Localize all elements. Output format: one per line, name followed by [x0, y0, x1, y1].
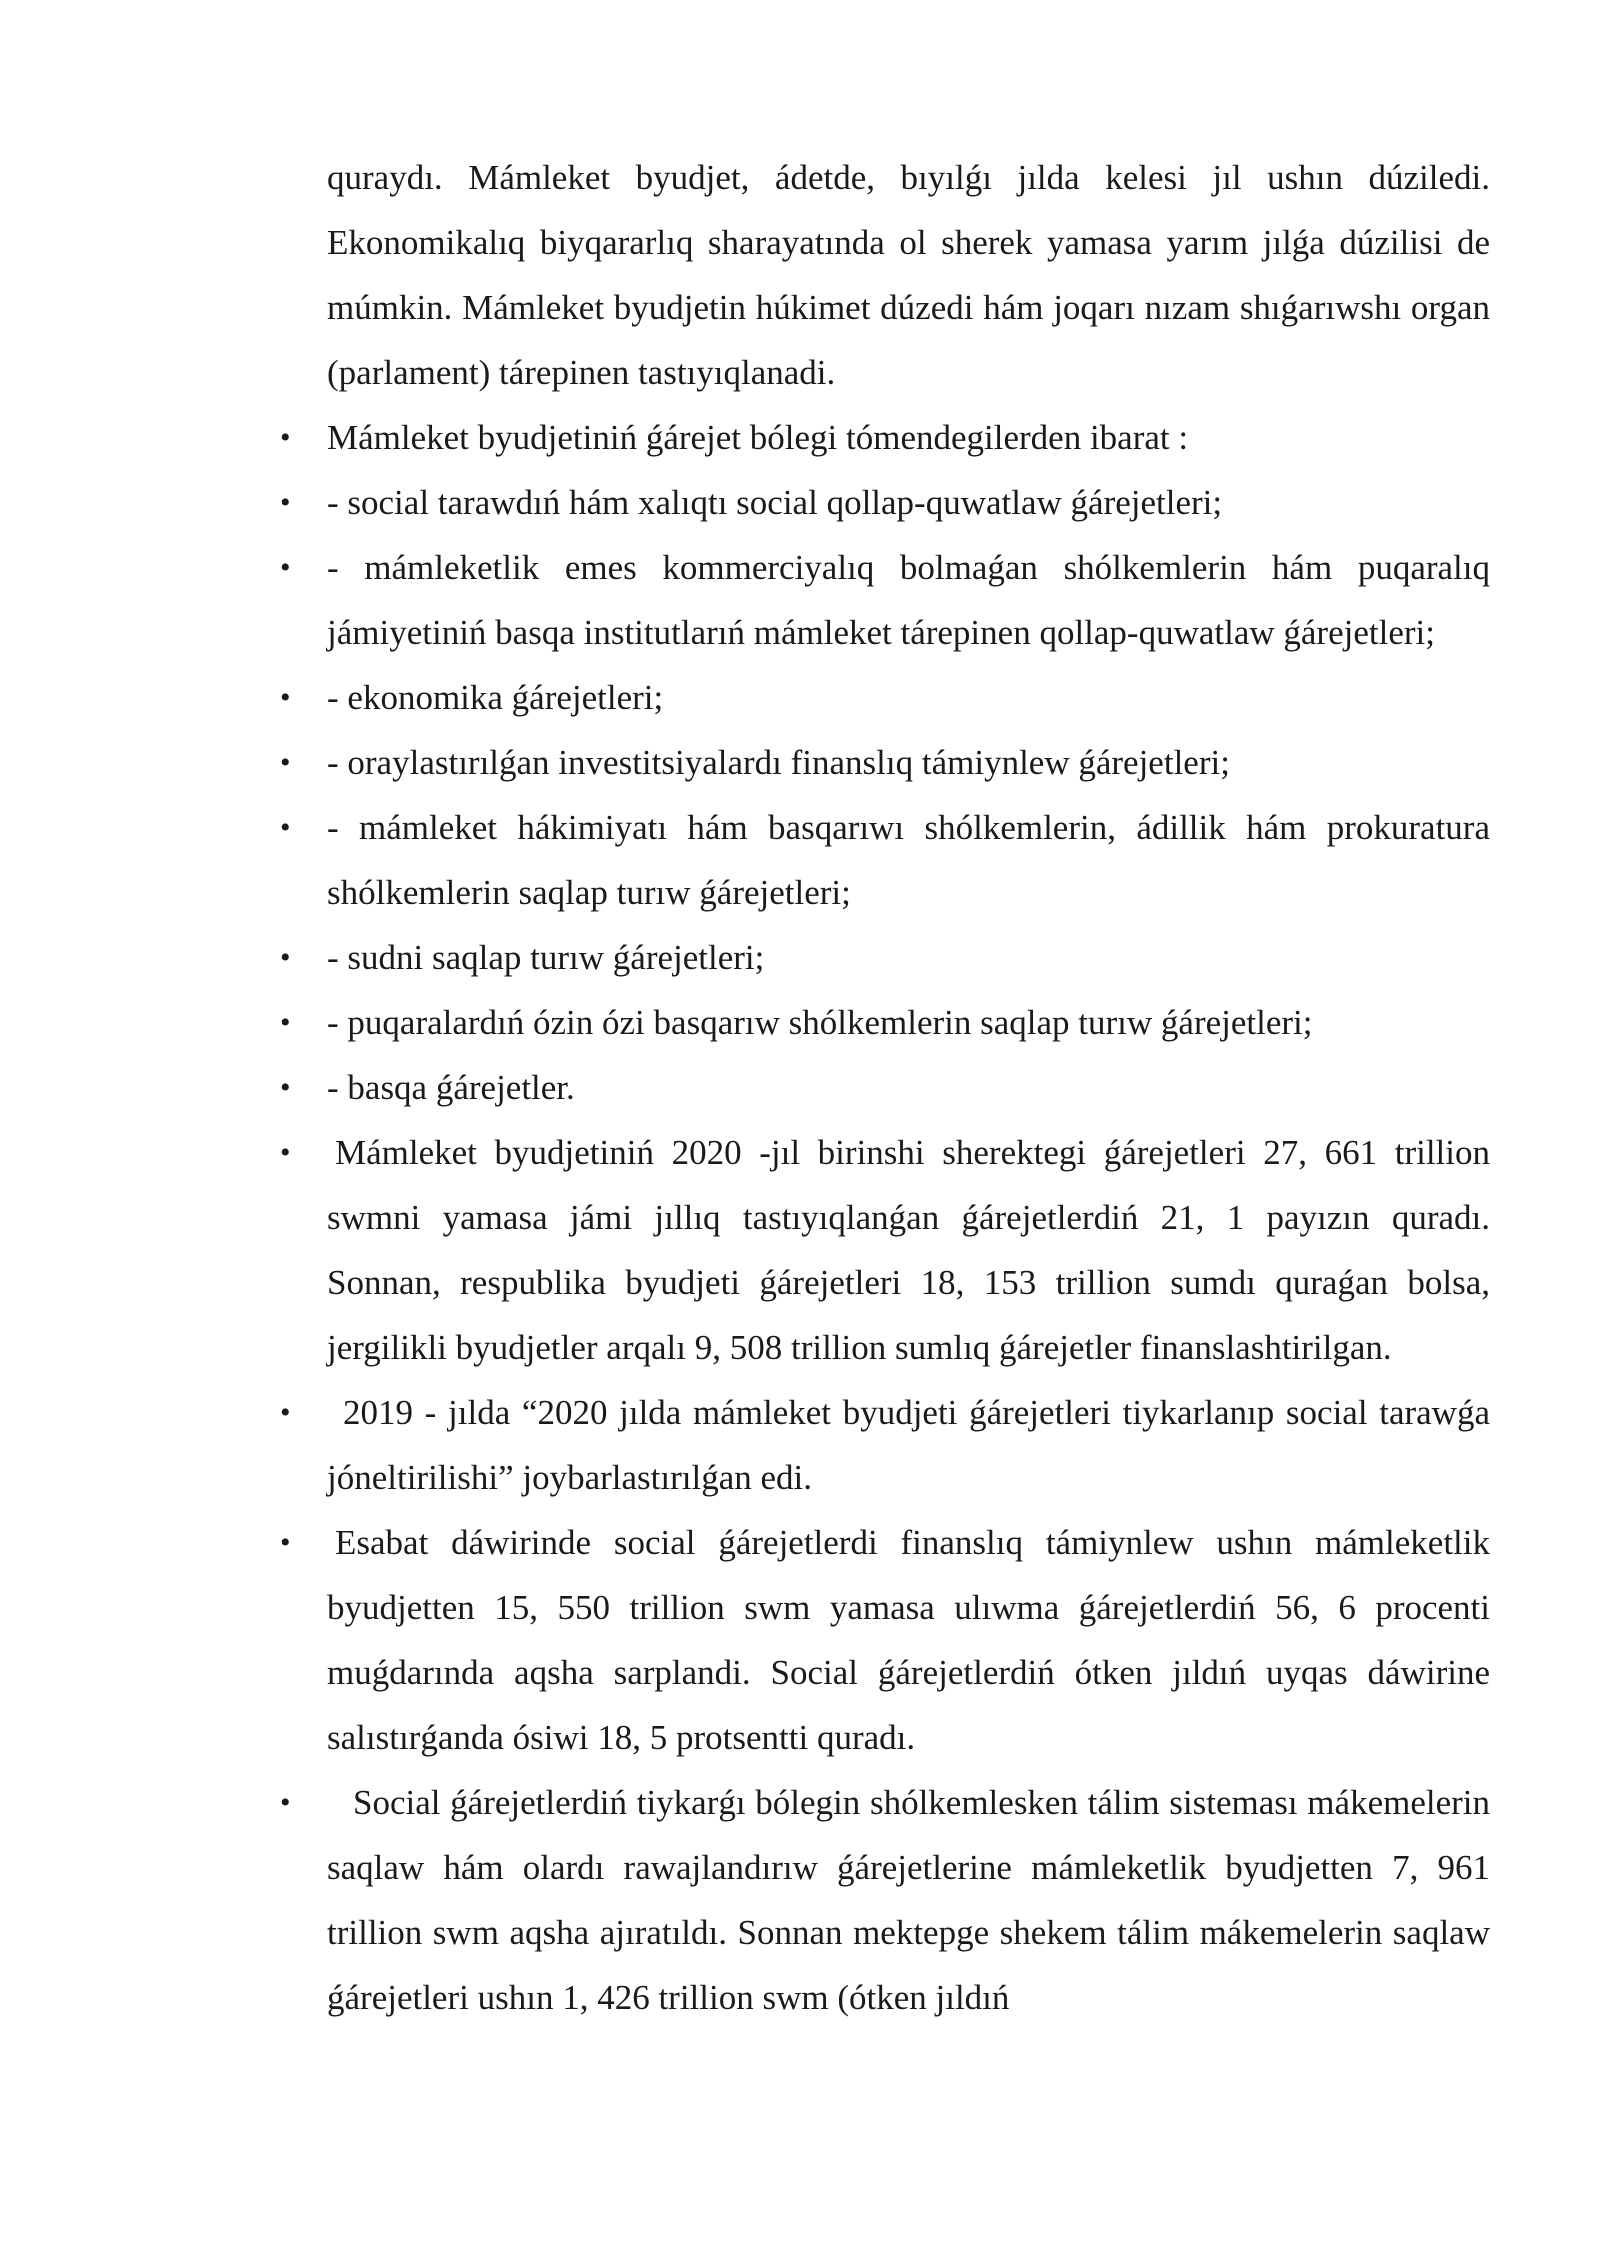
list-item-text: - mámleketlik emes kommerciyalıq bolmaǵan shólkemlerin hám puqaralıq jámiyetiniń basqa institutlarıń mámleket tárepinen qollap-quwatlaw ǵárejetleri;	[327, 548, 1490, 652]
list-item	[272, 535, 1490, 665]
list-item	[272, 990, 1490, 1055]
list-item	[272, 730, 1490, 795]
list-item	[272, 1055, 1490, 1120]
list-item	[272, 795, 1490, 925]
list-item-text: - oraylastırılǵan investitsiyalardı finanslıq támiynlew ǵárejetleri;	[327, 743, 1230, 782]
list-item	[272, 1380, 1490, 1510]
page-body	[272, 145, 1490, 2030]
list-item-text: - basqa ǵárejetler.	[327, 1068, 575, 1107]
bullet-icon: •	[280, 1526, 291, 1559]
bullet-icon: •	[280, 551, 291, 584]
bullet-icon: •	[280, 681, 291, 714]
bullet-icon: •	[280, 1071, 291, 1104]
list-item-text: Mámleket byudjetiniń 2020 -jıl birinshi sherektegi ǵárejetleri 27, 661 trillion swmni yamasa jámi jıllıq tastıyıqlanǵan ǵárejetlerdiń 21, 1 payızın quradı. Sonnan, respublika byudjeti ǵárejetleri 18, 153 trillion sumdı quraǵan bolsa, jergilikli byudjetler arqalı 9, 508 trillion sumlıq ǵárejetler finanslashtirilgan.	[327, 1133, 1490, 1367]
list-item	[272, 665, 1490, 730]
list-item-text: - mámleket hákimiyatı hám basqarıwı shólkemlerin, ádillik hám prokuratura shólkemlerin saqlap turıw ǵárejetleri;	[327, 808, 1490, 912]
list-item-text: Mámleket byudjetiniń ǵárejet bólegi tómendegilerden ibarat :	[327, 418, 1189, 457]
list-item-text: 2019 - jılda “2020 jılda mámleket byudjeti ǵárejetleri tiykarlanıp social tarawǵa jóneltirilishi” joybarlastırılǵan edi.	[327, 1393, 1490, 1497]
continuation-paragraph: quraydı. Mámleket byudjet, ádetde, bıyılǵı jılda kelesi jıl ushın dúziledi. Ekonomikalıq biyqararlıq sharayatında ol sherek yamasa yarım jılǵa dúzilisi de múmkin. Mámleket byudjetin húkimet dúzedi hám joqarı nızam shıǵarıwshı organ (parlament) tárepinen tastıyıqlanadi.	[327, 158, 1490, 392]
bullet-icon: •	[280, 811, 291, 844]
bullet-icon: •	[280, 486, 291, 519]
list-item-text: - puqaralardıń ózin ózi basqarıw shólkemlerin saqlap turıw ǵárejetleri;	[327, 1003, 1313, 1042]
bullet-icon: •	[280, 1136, 291, 1169]
bullet-icon: •	[280, 1006, 291, 1039]
bullet-icon: •	[280, 1786, 291, 1819]
list-item-text: - ekonomika ǵárejetleri;	[327, 678, 664, 717]
list-item	[272, 1770, 1490, 2030]
bullet-icon: •	[280, 1396, 291, 1429]
bullet-icon: •	[280, 746, 291, 779]
list-item-text: - social tarawdıń hám xalıqtı social qollap-quwatlaw ǵárejetleri;	[327, 483, 1223, 522]
list-item-text: Esabat dáwirinde social ǵárejetlerdi finanslıq támiynlew ushın mámleketlik byudjetten 15, 550 trillion swm yamasa ulıwma ǵárejetlerdiń 56, 6 procenti muǵdarında aqsha sarplandi. Social ǵárejetlerdiń ótken jıldıń uyqas dáwirine salıstırǵanda ósiwi 18, 5 protsentti quradı.	[327, 1523, 1490, 1757]
list-item-text: - sudni saqlap turıw ǵárejetleri;	[327, 938, 765, 977]
list-item	[272, 470, 1490, 535]
list-item-text: Social ǵárejetlerdiń tiykarǵı bólegin shólkemlesken tálim sisteması mákemelerin saqlaw hám olardı rawajlandırıw ǵárejetlerine mámleketlik byudjetten 7, 961 trillion swm aqsha ajıratıldı. Sonnan mektepge shekem tálim mákemelerin saqlaw ǵárejetleri ushın 1, 426 trillion swm (ótken jıldıń	[327, 1783, 1490, 2017]
bullet-icon: •	[280, 421, 291, 454]
list-item	[272, 1510, 1490, 1770]
list-item	[272, 405, 1490, 470]
bullet-icon: •	[280, 941, 291, 974]
list-item	[272, 1120, 1490, 1380]
list-item	[272, 925, 1490, 990]
